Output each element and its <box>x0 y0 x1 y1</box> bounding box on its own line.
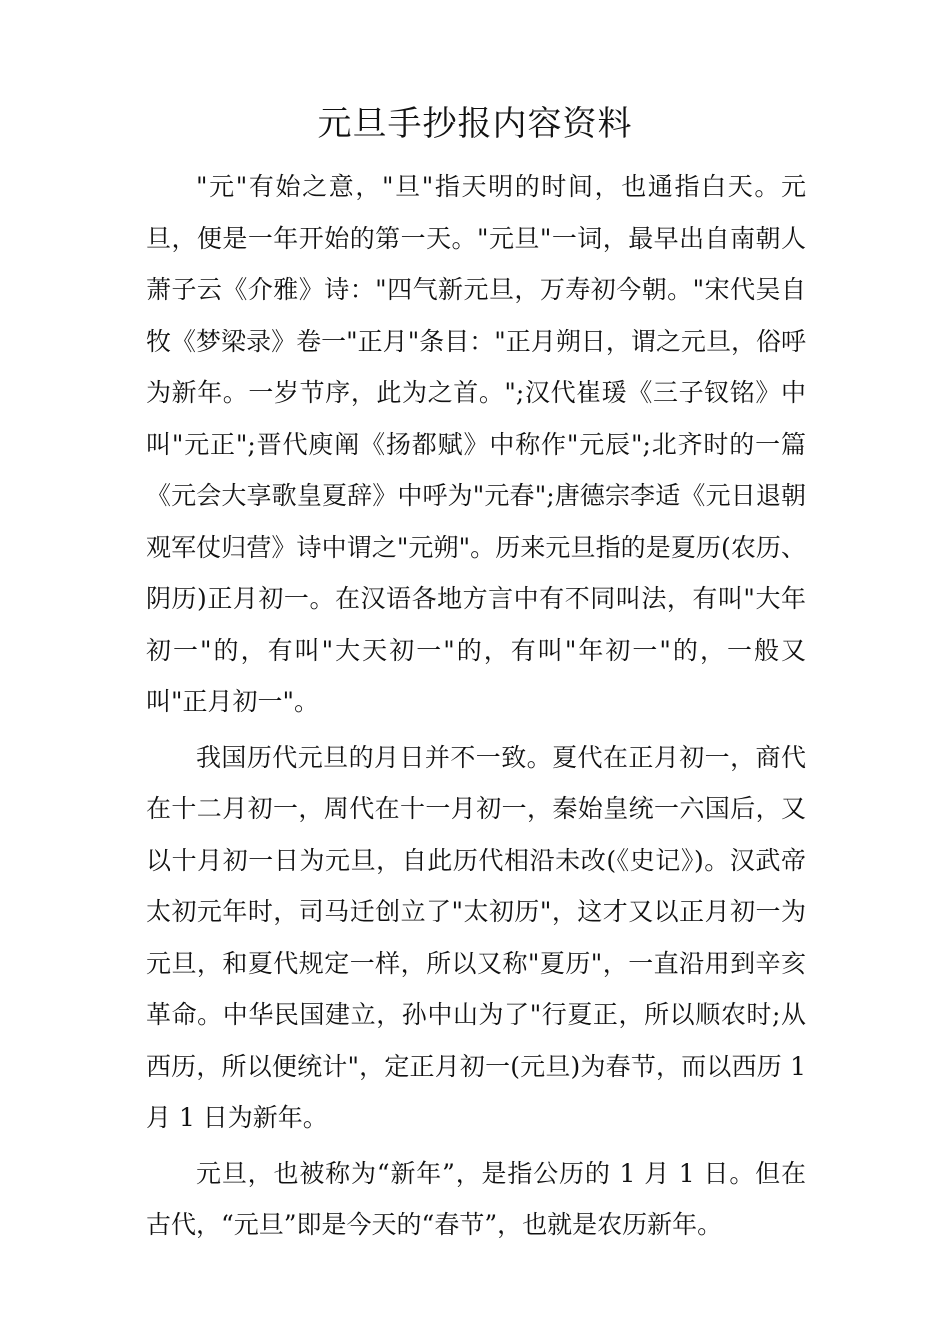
document-body <box>146 161 806 1255</box>
paragraph-new-year: 元旦，也被称为“新年”，是指公历的 1 月 1 日。但在古代，“元旦”即是今天的“春节”，也就是农历新年。 <box>146 1158 806 1239</box>
paragraph-history: 我国历代元旦的月日并不一致。夏代在正月初一，商代在十二月初一，周代在十一月初一，秦始皇统一六国后，又以十月初一日为元旦，自此历代相沿未改(《史记》)。汉武帝太初元年时，司马迁创立了"太初历"，这才又以正月初一为元旦，和夏代规定一样，所以又称"夏历"，一直沿用到辛亥革命。中华民国建立，孙中山为了"行夏正，所以顺农时;从西历，所以便统计"，定正月初一(元旦)为春节，而以西历 1 月 1 日为新年。 <box>146 742 806 1132</box>
paragraph-origin: "元"有始之意，"旦"指天明的时间，也通指白天。元旦，便是一年开始的第一天。"元旦"一词，最早出自南朝人萧子云《介雅》诗："四气新元旦，万寿初今朝。"宋代吴自牧《梦梁录》卷一"正月"条目："正月朔日，谓之元旦，俗呼为新年。一岁节序，此为之首。";汉代崔瑗《三子钗铭》中叫"元正";晋代庾阐《扬都赋》中称作"元辰";北齐时的一篇《元会大享歌皇夏辞》中呼为"元春";唐德宗李适《元日退朝观军仗归营》诗中谓之"元朔"。历来元旦指的是夏历(农历、阴历)正月初一。在汉语各地方言中有不同叫法，有叫"大年初一"的，有叫"大天初一"的，有叫"年初一"的，一般又叫"正月初一"。 <box>146 172 806 716</box>
document-title: 元旦手抄报内容资料 <box>317 104 633 144</box>
